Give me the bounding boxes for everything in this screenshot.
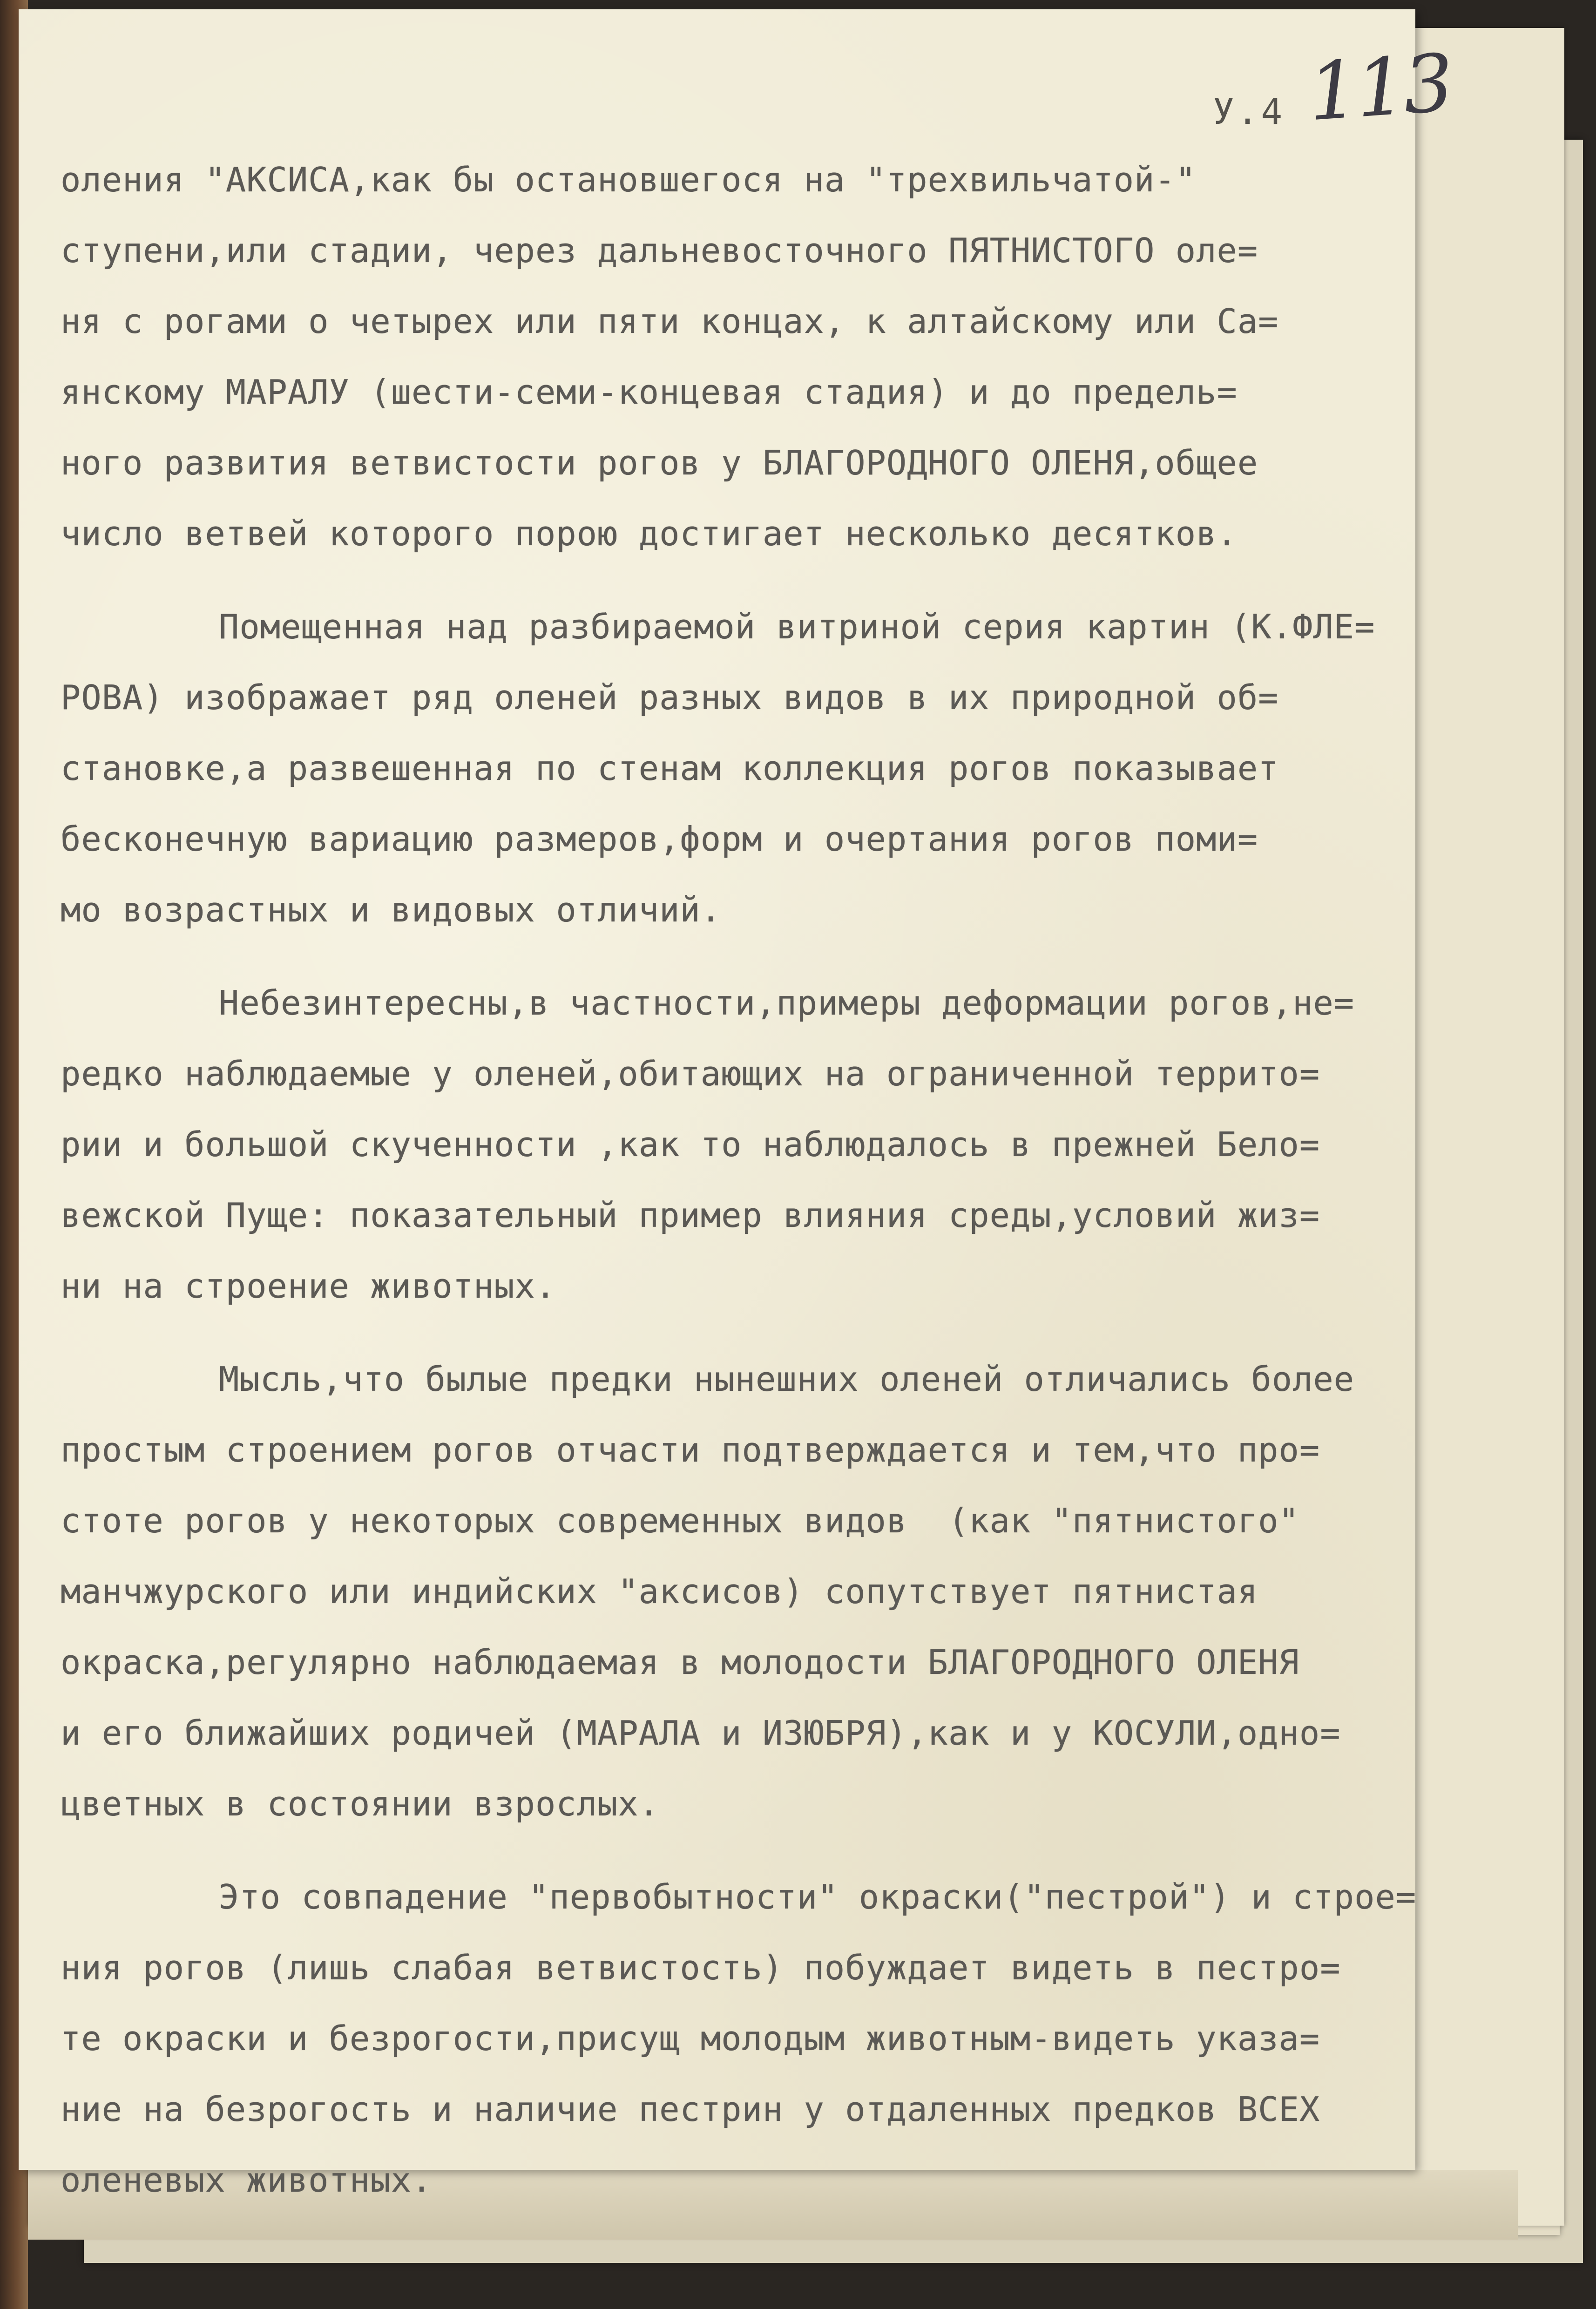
text-line: Небезинтересны,в частности,примеры деформации рогов,не= bbox=[219, 983, 1355, 1022]
text-line: РОВА) изображает ряд оленей разных видов в их природной об= bbox=[61, 678, 1279, 717]
text-line: ступени,или стадии, через дальневосточного ПЯТНИСТОГО оле= bbox=[61, 231, 1258, 270]
text-line: Мысль,что былые предки нынешних оленей отличались более bbox=[219, 1360, 1355, 1399]
typewritten-page bbox=[19, 9, 1454, 2200]
text-line: мо возрастных и видовых отличий. bbox=[61, 890, 722, 929]
archive-number: 113 bbox=[1305, 37, 1454, 139]
text-line: манчжурского или индийских "аксисов) сопутствует пятнистая bbox=[61, 1572, 1258, 1611]
text-line: ни на строение животных. bbox=[61, 1266, 556, 1306]
text-line: ния рогов (лишь слабая ветвистость) побуждает видеть в пестро= bbox=[61, 1948, 1341, 1987]
text-line: янскому МАРАЛУ (шести-семи-концевая стадия) и до предель= bbox=[61, 372, 1238, 412]
text-line: оления "АКСИСА,как бы остановшегося на "трехвильчатой-" bbox=[61, 160, 1197, 199]
text-line: оленевых животных. bbox=[61, 2160, 433, 2200]
text-line: рии и большой скученности ,как то наблюдалось в прежней Бело= bbox=[61, 1125, 1320, 1164]
text-line: редко наблюдаемые у оленей,обитающих на ограниченной террито= bbox=[61, 1054, 1320, 1093]
text-line: вежской Пуще: показательный пример влияния среды,условий жиз= bbox=[61, 1196, 1320, 1235]
text-line: цветных в состоянии взрослых. bbox=[61, 1784, 660, 1823]
text-line: Помещенная над разбираемой витриной серия картин (К.ФЛЕ= bbox=[219, 607, 1375, 646]
text-line: и его ближайших родичей (МАРАЛА и ИЗЮБРЯ),как и у КОСУЛИ,одно= bbox=[61, 1713, 1341, 1753]
text-line: стоте рогов у некоторых современных видов (как "пятнистого" bbox=[61, 1501, 1299, 1540]
text-line: те окраски и безрогости,присущ молодым животным-видеть указа= bbox=[61, 2019, 1320, 2058]
text-line: ного развития ветвистости рогов у БЛАГОРОДНОГО ОЛЕНЯ,общее bbox=[61, 443, 1258, 482]
text-line: число ветвей которого порою достигает несколько десятков. bbox=[61, 514, 1238, 553]
body-text bbox=[61, 144, 1417, 2215]
page-number: У.4 bbox=[1213, 91, 1285, 132]
text-line: простым строением рогов отчасти подтверждается и тем,что про= bbox=[61, 1430, 1320, 1469]
text-line: бесконечную вариацию размеров,форм и очертания рогов поми= bbox=[61, 819, 1258, 859]
text-line: Это совпадение "первобытности" окраски("пестрой") и строе= bbox=[219, 1877, 1417, 1916]
text-line: ня с рогами о четырех или пяти концах, к алтайскому или Са= bbox=[61, 302, 1279, 341]
text-line: ние на безрогость и наличие пестрин у отдаленных предков ВСЕХ bbox=[61, 2090, 1320, 2129]
text-line: становке,а развешенная по стенам коллекция рогов показывает bbox=[61, 749, 1279, 788]
text-line: окраска,регулярно наблюдаемая в молодости БЛАГОРОДНОГО ОЛЕНЯ bbox=[61, 1643, 1299, 1682]
